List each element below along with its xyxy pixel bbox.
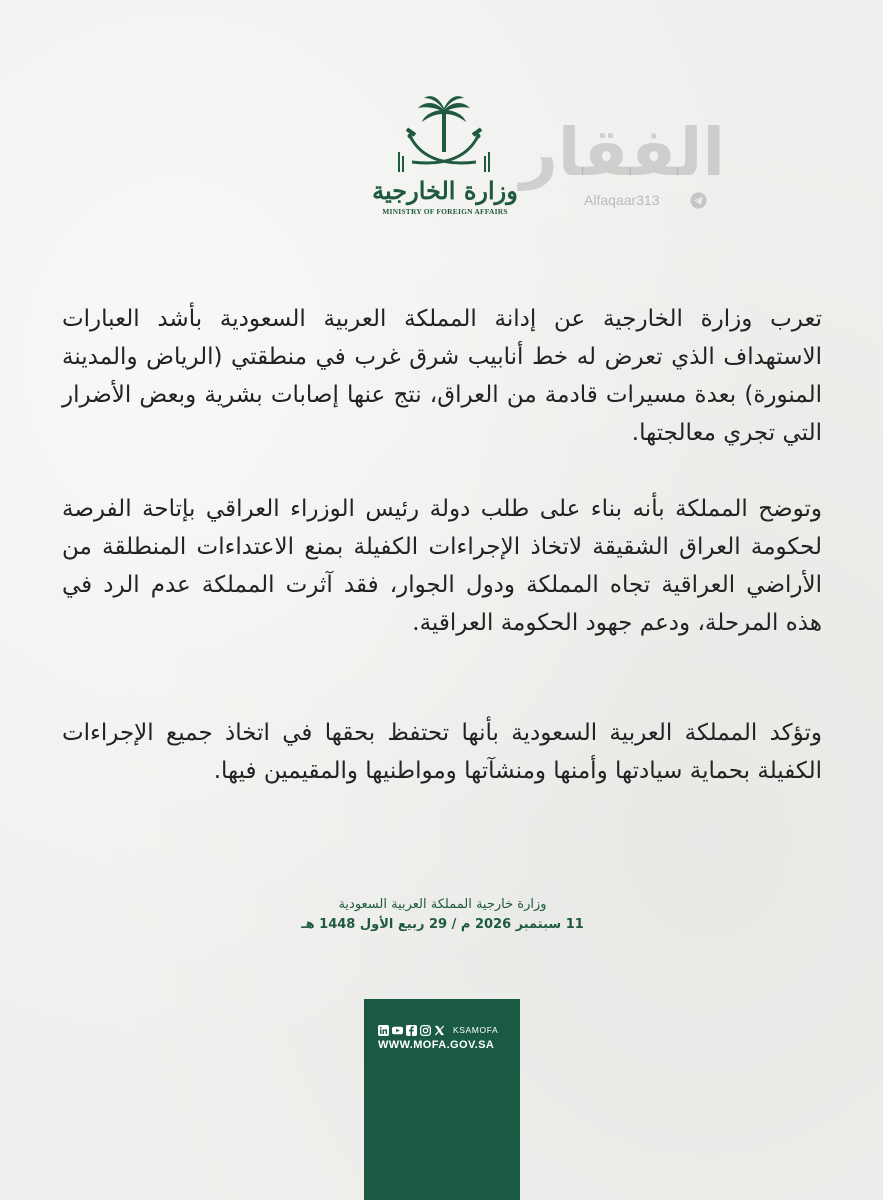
ministry-name-arabic: وزارة الخارجية (372, 176, 518, 205)
statement-paragraph-condemnation: تعرب وزارة الخارجية عن إدانة المملكة العربية السعودية بأشد العبارات الاستهداف الذي تعرض له خط أنابيب شرق غرب في منطقتي (الرياض والمدينة المنورة) بعدة مسيرات قادمة من العراق، نتج عنها إصابات بشرية وبعض الأضرار التي تجري معالجتها. (62, 306, 822, 446)
saudi-emblem-palm-swords-icon (396, 96, 492, 176)
signature-organization: وزارة خارجية المملكة العربية السعودية (338, 897, 547, 912)
instagram-icon[interactable] (420, 1025, 431, 1036)
signature-block (250, 895, 635, 935)
linkedin-icon[interactable] (378, 1025, 389, 1036)
x-icon[interactable] (434, 1025, 445, 1036)
social-links-row (378, 1023, 498, 1037)
youtube-icon[interactable] (392, 1025, 403, 1036)
statement-paragraph-clarification: وتوضح المملكة بأنه بناء على طلب دولة رئيس الوزراء العراقي بإتاحة الفرصة لحكومة العراق الشقيقة لاتخاذ الإجراءات الكفيلة بمنع الاعتداءات المنطلقة من الأراضي العراقية تجاه المملكة ودول الجوار، فقد آثرت المملكة عدم الرد في هذه المرحلة، ودعم جهود الحكومة العراقية. (62, 496, 822, 636)
website-link[interactable]: WWW.MOFA.GOV.SA (378, 1039, 495, 1051)
signature-date: 11 سبتمبر 2026 م / 29 ربيع الأول 1448 هـ (301, 917, 584, 932)
facebook-icon[interactable] (406, 1025, 417, 1036)
watermark-channel-name: الفقار (519, 114, 725, 191)
social-handle: KSAMOFA (453, 1025, 499, 1035)
statement-paragraph-affirmation: وتؤكد المملكة العربية السعودية بأنها تحتفظ بحقها في اتخاذ جميع الإجراءات الكفيلة بحماية سيادتها وأمنها ومنشآتها ومواطنيها والمقيمين فيها. (62, 720, 822, 784)
watermark-handle: Alfaqaar313 (584, 192, 660, 208)
ministry-name-english: MINISTRY OF FOREIGN AFFAIRS (382, 207, 508, 216)
telegram-icon (690, 192, 707, 209)
footer-panel (364, 999, 520, 1200)
